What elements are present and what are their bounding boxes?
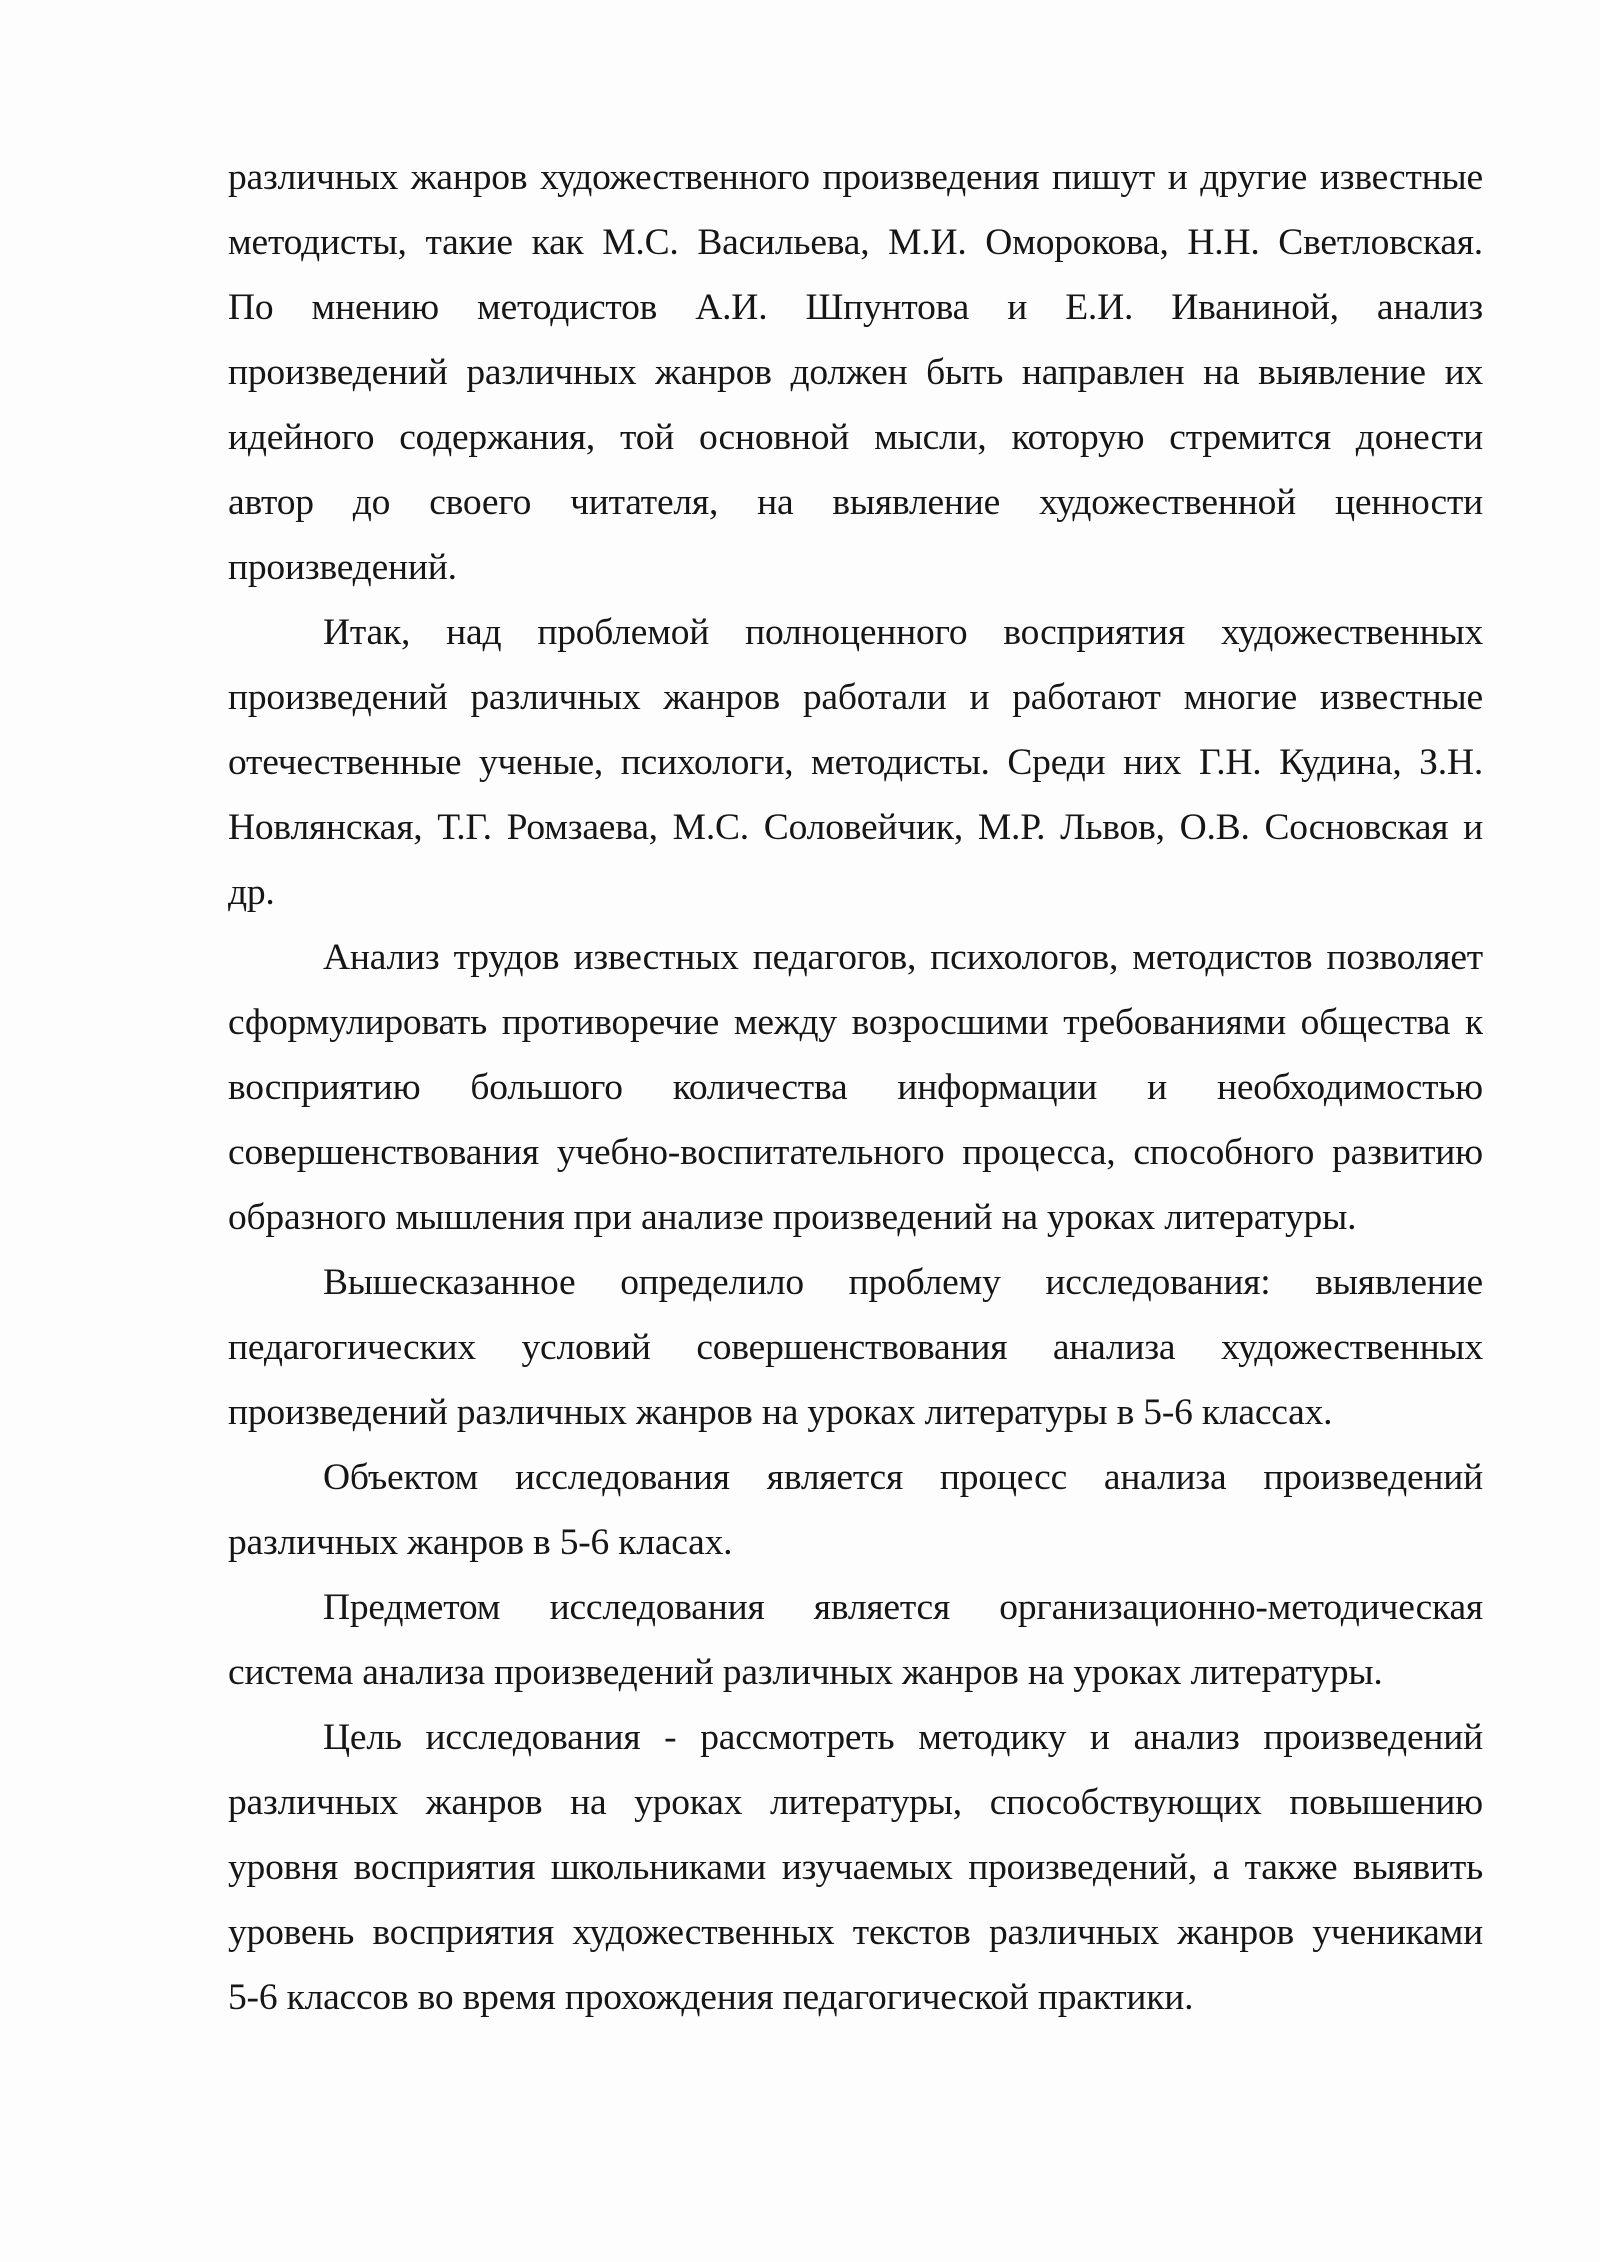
text-line: Итак, над проблемой полноценного восприятия художественных — [323, 612, 1483, 653]
text-line: отечественные ученые, психологи, методисты. Среди них Г.Н. Кудина, З.Н. — [228, 742, 1483, 783]
text-line: различных жанров на уроках литературы, способствующих повышению — [228, 1782, 1483, 1823]
text-line: различных жанров в 5-6 класах. — [228, 1522, 733, 1563]
text-line: Новлянская, Т.Г. Ромзаева, М.С. Соловейчик, М.Р. Львов, О.В. Сосновская и — [228, 807, 1483, 848]
document-text-block — [228, 145, 1483, 2030]
text-line: произведений различных жанров на уроках литературы в 5-6 классах. — [228, 1392, 1333, 1433]
paragraph — [228, 145, 1483, 600]
paragraph — [228, 1445, 1483, 1575]
paragraph — [228, 1250, 1483, 1445]
text-line: произведений различных жанров работали и работают многие известные — [228, 677, 1483, 718]
text-line: сформулировать противоречие между возросшими требованиями общества к — [228, 1002, 1483, 1043]
text-line: образного мышления при анализе произведений на уроках литературы. — [228, 1197, 1357, 1238]
text-line: уровень восприятия художественных текстов различных жанров учениками — [228, 1912, 1483, 1953]
text-line: произведений. — [228, 547, 457, 588]
text-line: Предметом исследования является организационно-методическая — [323, 1587, 1483, 1628]
paragraph — [228, 1705, 1483, 2030]
text-line: совершенствования учебно-воспитательного процесса, способного развитию — [228, 1132, 1483, 1173]
text-line: Анализ трудов известных педагогов, психологов, методистов позволяет — [323, 937, 1483, 978]
text-line: восприятию большого количества информации и необходимостью — [228, 1067, 1483, 1108]
paragraph — [228, 600, 1483, 925]
text-line: система анализа произведений различных жанров на уроках литературы. — [228, 1652, 1383, 1693]
text-line: произведений различных жанров должен быть направлен на выявление их — [228, 352, 1483, 393]
text-line: По мнению методистов А.И. Шпунтова и Е.И. Иваниной, анализ — [228, 287, 1483, 328]
text-line: 5-6 классов во время прохождения педагогической практики. — [228, 1977, 1194, 2018]
text-line: др. — [228, 872, 275, 913]
text-line: педагогических условий совершенствования анализа художественных — [228, 1327, 1483, 1368]
text-line: уровня восприятия школьниками изучаемых произведений, а также выявить — [228, 1847, 1483, 1888]
text-line: методисты, такие как М.С. Васильева, М.И. Оморокова, Н.Н. Светловская. — [228, 222, 1483, 263]
paragraph — [228, 925, 1483, 1250]
text-line: автор до своего читателя, на выявление художественной ценности — [228, 482, 1483, 523]
text-line: различных жанров художественного произведения пишут и другие известные — [228, 157, 1483, 198]
text-line: идейного содержания, той основной мысли, которую стремится донести — [228, 417, 1483, 458]
text-line: Вышесказанное определило проблему исследования: выявление — [323, 1262, 1483, 1303]
text-line: Цель исследования - рассмотреть методику и анализ произведений — [323, 1717, 1483, 1758]
paragraph — [228, 1575, 1483, 1705]
text-line: Объектом исследования является процесс анализа произведений — [323, 1457, 1483, 1498]
